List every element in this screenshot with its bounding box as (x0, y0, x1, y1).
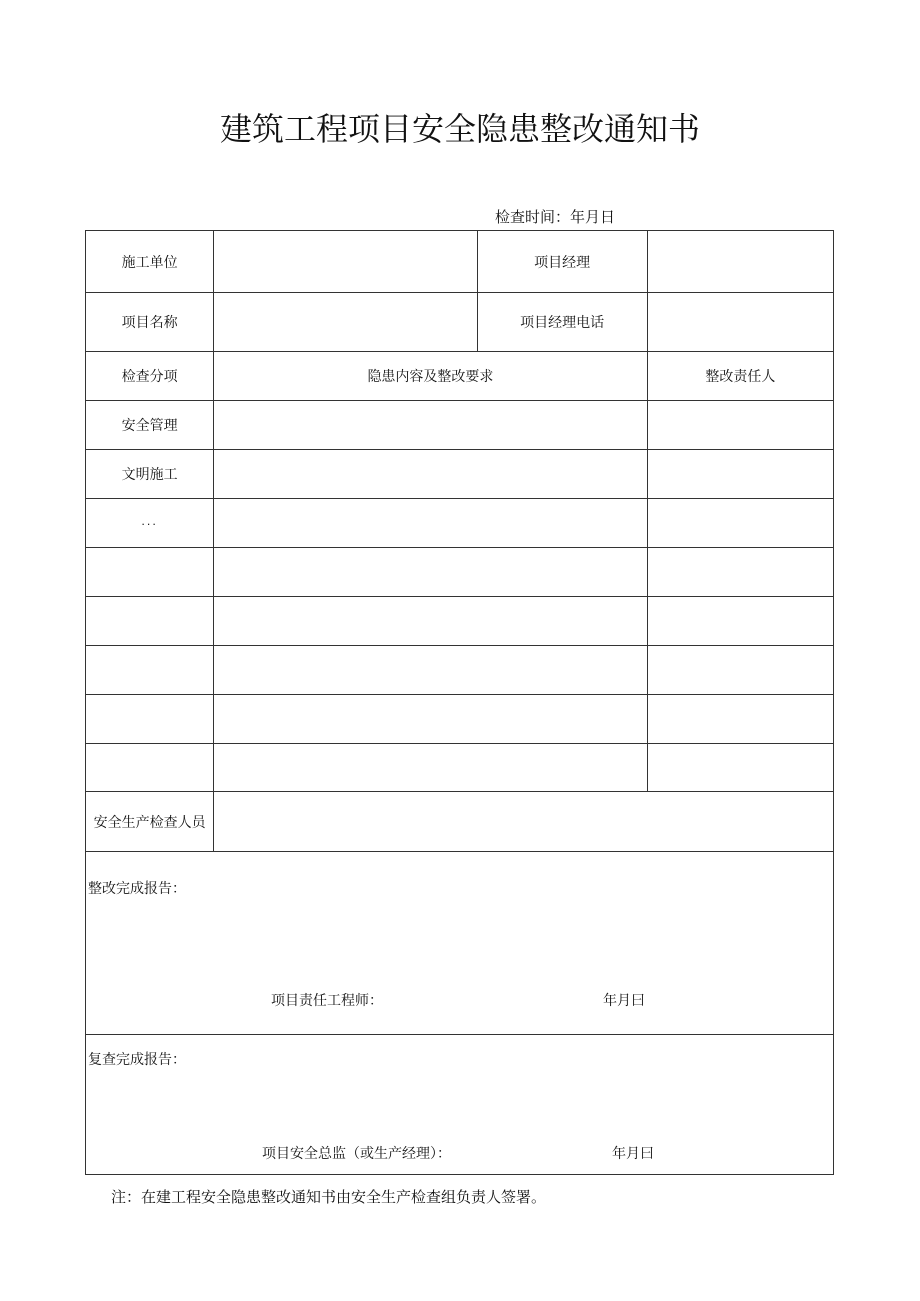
review-report-field[interactable] (86, 1035, 834, 1175)
row-responsible-field[interactable] (647, 499, 833, 548)
column-header-category: 检查分项 (86, 352, 214, 401)
row-category: 安全管理 (86, 401, 214, 450)
table-row (86, 499, 834, 548)
row-responsible-field[interactable] (647, 548, 833, 597)
row-content-field[interactable] (214, 646, 648, 695)
table-row (86, 744, 834, 792)
row-content-field[interactable] (214, 450, 648, 499)
construction-unit-row (86, 231, 834, 293)
row-content-field[interactable] (214, 548, 648, 597)
table-row (86, 695, 834, 744)
ellipsis-text: ... (141, 515, 158, 528)
rectification-report-heading: 整改完成报告： (88, 881, 186, 897)
row-category: 文明施工 (86, 450, 214, 499)
document-title: 建筑工程项目安全隐患整改通知书 (219, 110, 700, 148)
project-manager-label: 项目经理 (477, 231, 647, 293)
construction-unit-label: 施工单位 (86, 231, 214, 293)
row-responsible-field[interactable] (647, 597, 833, 646)
items-header-row (86, 352, 834, 401)
footer-note: 注：在建工程安全隐患整改通知书由安全生产检查组负责人签署。 (111, 1188, 547, 1206)
table-row (86, 646, 834, 695)
review-report-heading: 复查完成报告： (88, 1052, 186, 1068)
row-category[interactable] (86, 597, 214, 646)
project-name-label: 项目名称 (86, 293, 214, 352)
project-manager-field[interactable] (647, 231, 833, 293)
project-name-row (86, 293, 834, 352)
row-category[interactable] (86, 695, 214, 744)
row-category[interactable] (86, 646, 214, 695)
row-content-field[interactable] (214, 695, 648, 744)
row-category[interactable] (86, 744, 214, 792)
row-content-field[interactable] (214, 499, 648, 548)
responsible-engineer-label: 项目责任工程师： (271, 993, 383, 1009)
table-row (86, 450, 834, 499)
inspector-field[interactable] (214, 792, 834, 852)
project-manager-phone-field[interactable] (647, 293, 833, 352)
row-responsible-field[interactable] (647, 695, 833, 744)
safety-director-label: 项目安全总监（或生产经理）： (262, 1146, 451, 1162)
rectification-date-label: 年月曰 (603, 993, 645, 1009)
table-row (86, 401, 834, 450)
row-content-field[interactable] (214, 744, 648, 792)
row-responsible-field[interactable] (647, 401, 833, 450)
row-content-field[interactable] (214, 597, 648, 646)
project-manager-phone-label: 项目经理电话 (477, 293, 647, 352)
rectification-report-row (86, 852, 834, 1035)
row-content-field[interactable] (214, 401, 648, 450)
review-report-row (86, 1035, 834, 1175)
inspector-row (86, 792, 834, 852)
row-category (86, 499, 214, 548)
row-responsible-field[interactable] (647, 744, 833, 792)
construction-unit-field[interactable] (214, 231, 477, 293)
column-header-content: 隐患内容及整改要求 (214, 352, 648, 401)
table-row (86, 548, 834, 597)
row-responsible-field[interactable] (647, 646, 833, 695)
notice-form-table (85, 230, 834, 1175)
inspector-label: 安全生产检查人员 (86, 792, 214, 852)
row-category[interactable] (86, 548, 214, 597)
rectification-report-field[interactable] (86, 852, 834, 1035)
table-row (86, 597, 834, 646)
inspection-date: 检查时间：年月日 (495, 208, 616, 226)
review-date-label: 年月曰 (612, 1146, 654, 1162)
project-name-field[interactable] (214, 293, 477, 352)
row-responsible-field[interactable] (647, 450, 833, 499)
column-header-responsible: 整改责任人 (647, 352, 833, 401)
